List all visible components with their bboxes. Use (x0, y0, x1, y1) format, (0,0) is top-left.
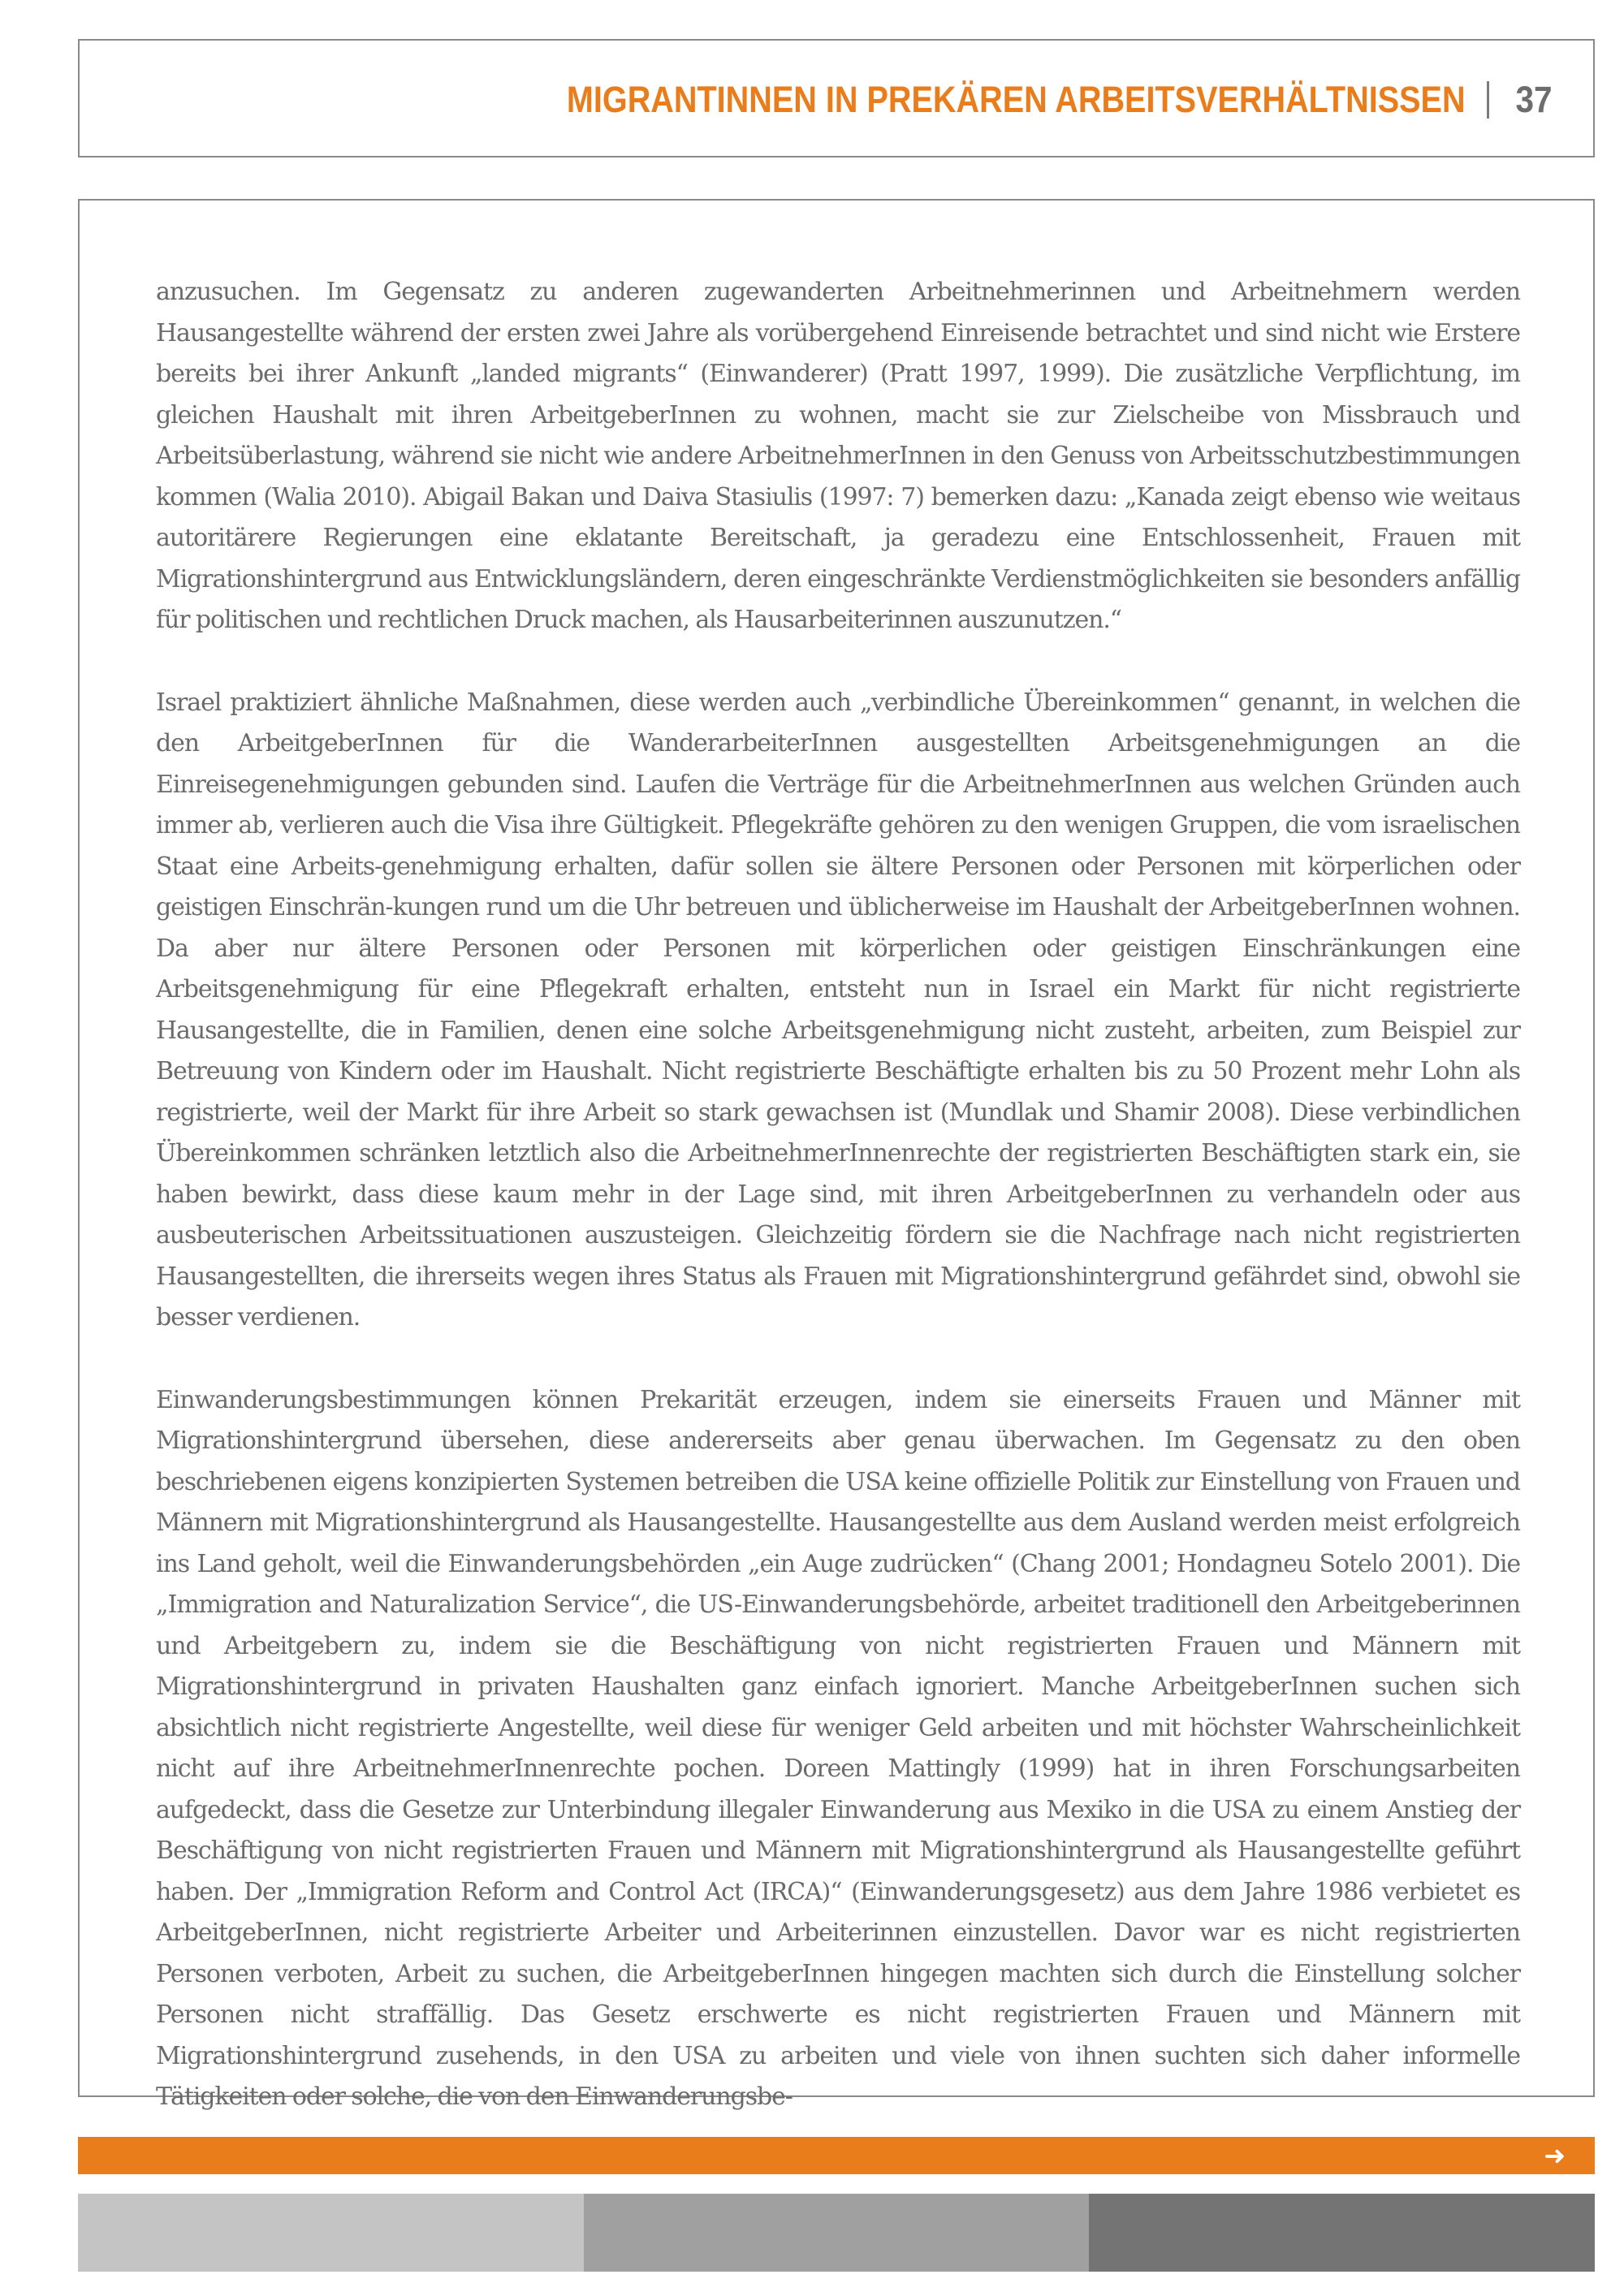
footer-bar (78, 2137, 1595, 2174)
body-text (156, 272, 1520, 2118)
paragraph: Israel praktiziert ähnliche Maßnahmen, diese werden auch „verbindliche Übereinkommen“ genannt, in welchen die den ArbeitgeberInnen für die WanderarbeiterInnen ausgestellten Arbeitsgenehmigungen an die Einreisegenehmigungen gebunden sind. Laufen die Verträge für die ArbeitnehmerInnen aus welchen Gründen auch immer ab, verlieren auch die Visa ihre Gültigkeit. Pflegekräfte gehören zu den wenigen Gruppen, die vom israelischen Staat eine Arbeits-genehmigung erhalten, dafür sollen sie ältere Personen oder Personen mit körperlichen oder geistigen Einschrän-kungen rund um die Uhr betreuen und üblicherweise im Haushalt der ArbeitgeberInnen wohnen. Da aber nur ältere Personen oder Personen mit körperlichen oder geistigen Einschränkungen eine Arbeitsgenehmigung für eine Pflegekraft erhalten, entsteht nun in Israel ein Markt für nicht registrierte Hausangestellte, die in Familien, denen eine solche Arbeitsgenehmigung nicht zusteht, arbeiten, zum Beispiel zur Betreuung von Kindern oder im Haushalt. Nicht registrierte Beschäftigte erhalten bis zu 50 Prozent mehr Lohn als registrierte, weil der Markt für ihre Arbeit so stark gewachsen ist (Mundlak und Shamir 2008). Diese verbindlichen Übereinkommen schränken letztlich also die ArbeitnehmerInnenrechte der registrierten Beschäftigten stark ein, sie haben bewirkt, dass diese kaum mehr in der Lage sind, mit ihren ArbeitgeberInnen zu verhandeln oder aus ausbeuterischen Arbeitssituationen auszusteigen. Gleichzeitig fördern sie die Nachfrage nach nicht registrierten Hausangestellten, die ihrerseits wegen ihres Status als Frauen mit Migrationshintergrund gefährdet sind, obwohl sie besser verdienen. (156, 688, 1520, 1331)
paragraph: anzusuchen. Im Gegensatz zu anderen zugewanderten Arbeitnehmerinnen und Arbeitnehmern werden Hausangestellte während der ersten zwei Jahre als vorübergehend Einreisende betrachtet und sind nicht wie Erstere bereits bei ihrer Ankunft „landed migrants“ (Einwanderer) (Pratt 1997, 1999). Die zusätzliche Verpflichtung, im gleichen Haushalt mit ihren ArbeitgeberInnen zu wohnen, macht sie zur Zielscheibe von Missbrauch und Arbeitsüberlastung, während sie nicht wie andere ArbeitnehmerInnen in den Genuss von Arbeitsschutzbestimmungen kommen (Walia 2010). Abigail Bakan und Daiva Stasiulis (1997: 7) bemerken dazu: „Kanada zeigt ebenso wie weitaus autoritärere Regierungen eine eklatante Bereitschaft, ja geradezu eine Entschlossenheit, Frauen mit Migrationshintergrund aus Entwicklungsländern, deren eingeschränkte Verdienstmöglichkeiten sie besonders anfällig für politischen und rechtlichen Druck machen, als Hausarbeiterinnen auszunutzen.“ (156, 278, 1520, 634)
stripe-light (78, 2194, 584, 2272)
stripe-dark (1089, 2194, 1595, 2272)
stripe-mid (584, 2194, 1090, 2272)
content-frame (78, 199, 1595, 2111)
footer-stripes (78, 2194, 1595, 2272)
paragraph: Einwanderungsbestimmungen können Prekarität erzeugen, indem sie einerseits Frauen und Männer mit Migrationshintergrund übersehen, diese andererseits aber genau überwachen. Im Gegensatz zu den oben beschriebenen eigens konzipierten Systemen betreiben die USA keine offizielle Politik zur Einstellung von Frauen und Männern mit Migrationshintergrund als Hausangestellte. Hausangestellte aus dem Ausland werden meist erfolgreich ins Land geholt, weil die Einwanderungsbehörden „ein Auge zudrücken“ (Chang 2001; Hondagneu Sotelo 2001). Die „Immigration and Naturalization Service“, die US-Einwanderungsbehörde, arbeitet traditionell den Arbeitgeberinnen und Arbeitgebern zu, indem sie die Beschäftigung von nicht registrierten Frauen und Männern mit Migrationshintergrund in privaten Haushalten ganz einfach ignoriert. Manche ArbeitgeberInnen suchen sich absichtlich nicht registrierte Angestellte, weil diese für weniger Geld arbeiten und mit höchster Wahrscheinlichkeit nicht auf ihre ArbeitnehmerInnenrechte pochen. Doreen Mattingly (1999) hat in ihren Forschungsarbeiten aufgedeckt, dass die Gesetze zur Unterbindung illegaler Einwanderung aus Mexiko in die USA zu einem Anstieg der Beschäftigung von nicht registrierten Frauen und Männern mit Migrationshintergrund als Hausangestellte geführt haben. Der „Immigration Reform and Control Act (IRCA)“ (Einwanderungsgesetz) aus dem Jahre 1986 verbietet es ArbeitgeberInnen, nicht registrierte Arbeiter und Arbeiterinnen einzustellen. Davor war es nicht registrierten Personen verboten, Arbeit zu suchen, die ArbeitgeberInnen hingegen machten sich durch die Einstellung solcher Personen nicht straffällig. Das Gesetz erschwerte es nicht registrierten Frauen und Männern mit Migrationshintergrund zusehends, in den USA zu arbeiten und viele von ihnen suchten sich daher informelle Tätigkeiten oder solche, die von den Einwanderungsbe- (156, 1385, 1520, 2111)
running-title: MIGRANTINNEN IN PREKÄREN ARBEITSVERHÄLTNISSEN (567, 79, 1466, 120)
running-header (78, 39, 1595, 158)
arrow-right-icon[interactable]: ➜ (1544, 2140, 1566, 2171)
header-inner (444, 71, 1554, 128)
page-number: 37 (1515, 79, 1553, 120)
header-separator (1487, 81, 1489, 119)
